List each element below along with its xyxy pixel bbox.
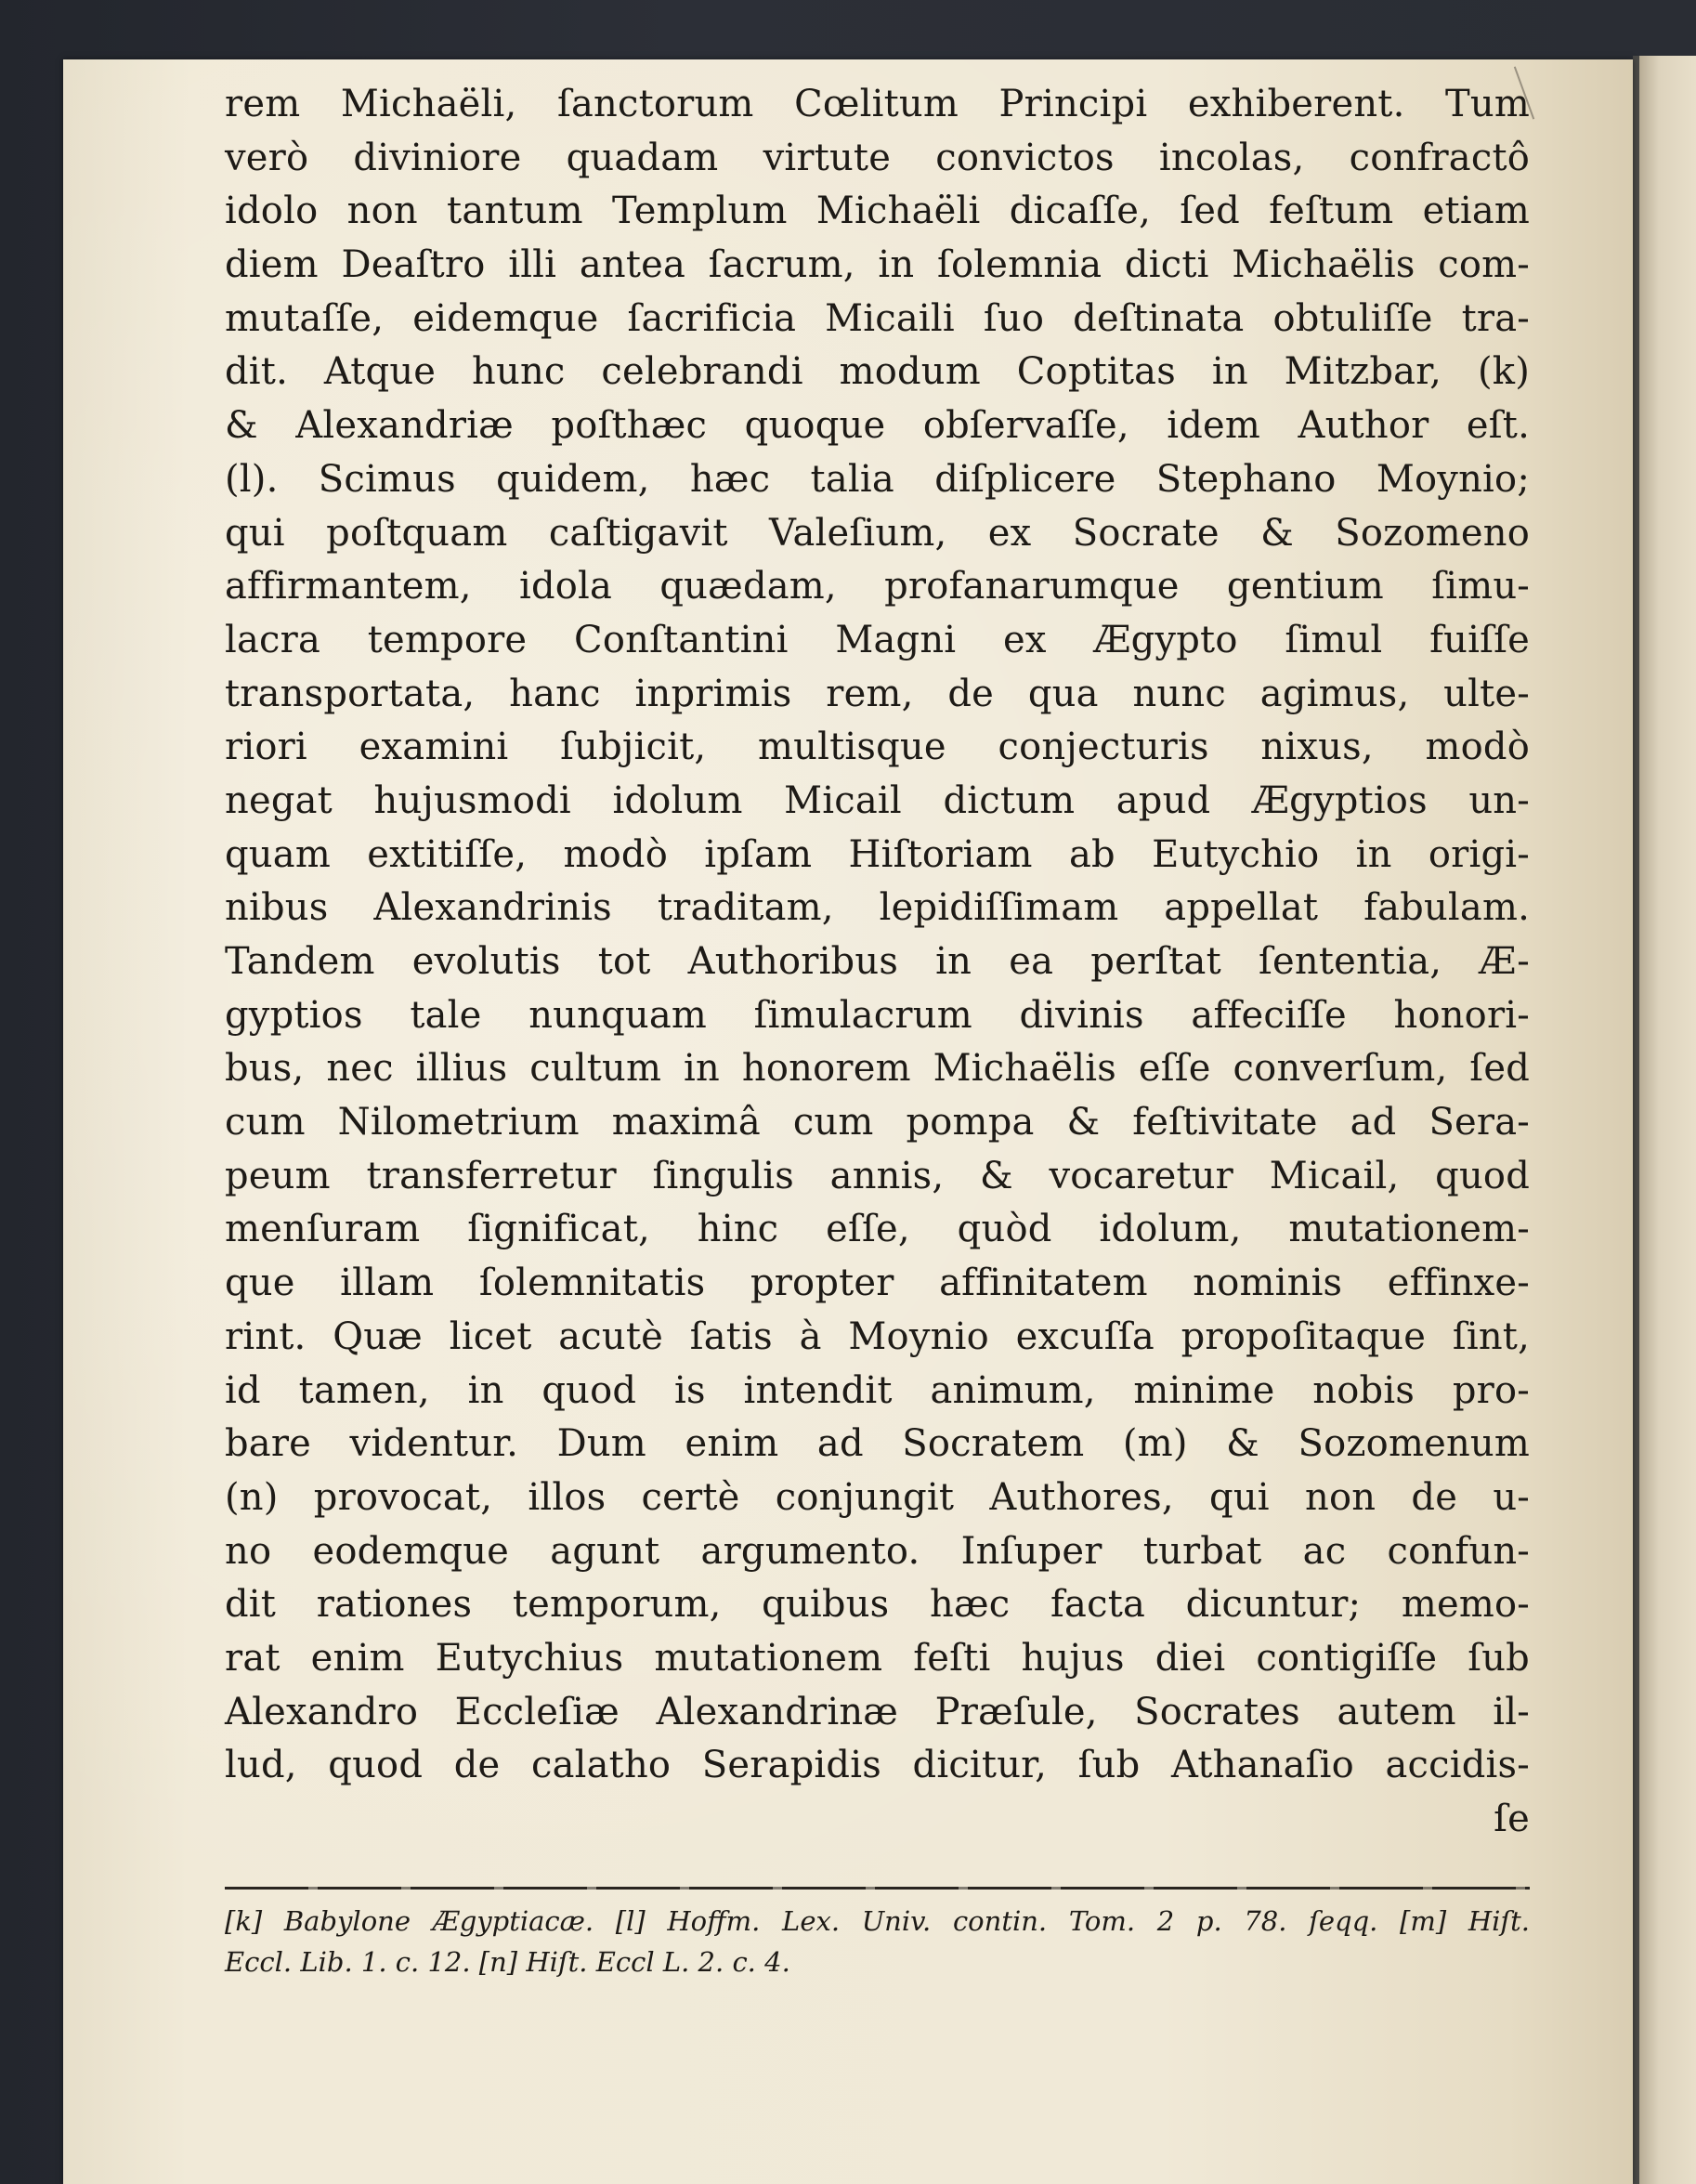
text-line: verò diviniore quadam virtute convictos incolas, confractô <box>225 136 1530 179</box>
text-line: negat hujusmodi idolum Micail dictum apud Ægyptios un- <box>225 778 1530 822</box>
text-line: gyptios tale nunquam ſimulacrum divinis affeciſſe honori- <box>225 993 1530 1037</box>
text-line: quam extitiſſe, modò ipſam Hiſtoriam ab Eutychio in origi- <box>225 832 1530 876</box>
text-line: Alexandro Eccleſiæ Alexandrinæ Præſule, Socrates autem il- <box>225 1690 1530 1733</box>
text-line: rint. Quæ licet acutè ſatis à Moynio excuſſa propoſitaque ſint, <box>225 1314 1530 1358</box>
text-line: rat enim Eutychius mutationem feſti hujus diei contigiſſe ſub <box>225 1636 1530 1680</box>
text-line: dit rationes temporum, quibus hæc facta dicuntur; memo- <box>225 1583 1530 1627</box>
text-line: rem Michaëli, ſanctorum Cœlitum Principi exhiberent. Tum <box>225 83 1530 125</box>
text-line: id tamen, in quod is intendit animum, minime nobis pro- <box>225 1368 1530 1412</box>
text-line: & Alexandriæ poſthæc quoque obſervaſſe, idem Author eſt. <box>225 404 1530 448</box>
facing-page-edge <box>1639 56 1696 2184</box>
text-line: (l). Scimus quidem, hæc talia diſplicere Stephano Moynio; <box>225 457 1530 501</box>
text-line: bus, nec illius cultum in honorem Michaëlis eſſe converſum, ſed <box>225 1047 1530 1091</box>
text-line: bare videntur. Dum enim ad Socratem (m) & Sozomenum <box>225 1422 1530 1466</box>
book-gutter <box>1633 56 1639 2184</box>
footnote-line: Eccl. Lib. 1. c. 12. [n] Hiſt. Eccl L. 2. c. 4. <box>225 1946 790 1978</box>
text-line: que illam ſolemnitatis propter affinitatem nominis effinxe- <box>225 1262 1530 1305</box>
main-text-block <box>225 78 1530 1847</box>
text-line: lud, quod de calatho Serapidis dicitur, ſub Athanaſio accidis- <box>225 1744 1530 1787</box>
text-line: peum transferretur ſingulis annis, & vocaretur Micail, quod <box>225 1154 1530 1197</box>
text-line: nibus Alexandrinis traditam, lepidiſſimam appellat fabulam. <box>225 886 1530 930</box>
text-line: mutaſſe, eidemque ſacrificia Micaili ſuo deſtinata obtuliſſe tra- <box>225 296 1530 340</box>
text-line: (n) provocat, illos certè conjungit Authores, qui non de u- <box>225 1475 1530 1519</box>
text-line: diem Deaſtro illi antea ſacrum, in ſolemnia dicti Michaëlis com- <box>225 243 1530 287</box>
footnote-rule <box>225 1887 1530 1890</box>
footnote-line: [k] Babylone Ægyptiacæ. [l] Hoffm. Lex. Univ. contin. Tom. 2 p. 78. ſeqq. [m] Hiſt. <box>225 1905 1530 1937</box>
text-line: dit. Atque hunc celebrandi modum Coptitas in Mitzbar, (k) <box>225 350 1530 394</box>
text-line: Tandem evolutis tot Authoribus in ea perſtat ſententia, Æ- <box>225 940 1530 983</box>
text-line: menſuram ſignificat, hinc eſſe, quòd idolum, mutationem- <box>225 1208 1530 1251</box>
text-line: riori examini ſubjicit, multisque conjecturis nixus, modò <box>225 726 1530 769</box>
text-line: affirmantem, idola quædam, profanarumque gentium ſimu- <box>225 565 1530 608</box>
catchword: ſe <box>1494 1798 1530 1840</box>
text-line: transportata, hanc inprimis rem, de qua nunc agimus, ulte- <box>225 672 1530 715</box>
text-line: idolo non tantum Templum Michaëli dicaſſe, ſed feſtum etiam <box>225 190 1530 233</box>
text-line: no eodemque agunt argumento. Inſuper turbat ac confun- <box>225 1529 1530 1573</box>
text-line: qui poſtquam caſtigavit Valeſium, ex Socrate & Sozomeno <box>225 511 1530 555</box>
text-line: cum Nilometrium maximâ cum pompa & feſtivitate ad Sera- <box>225 1101 1530 1144</box>
footnotes-block <box>225 1901 1530 1982</box>
text-line: lacra tempore Conſtantini Magni ex Ægypto ſimul fuiſſe <box>225 618 1530 661</box>
